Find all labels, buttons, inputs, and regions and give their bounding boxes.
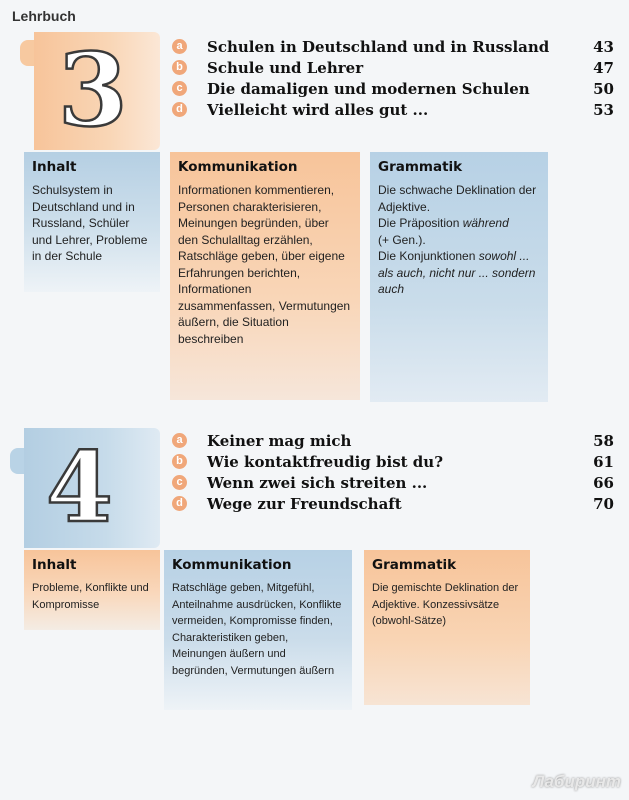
lesson-title: Wege zur Freundschaft [207,494,402,513]
grammatik-line [378,248,540,298]
lesson-item[interactable] [172,78,614,99]
lesson-letter-badge: c [172,475,187,490]
kommunikation-heading: Kommunikation [178,159,298,175]
kommunikation-text: Ratschläge geben, Mitgefühl, Anteilnahme ausdrücken, Konflikte vermeiden, Kompromisse finden, Charakteristiken geben, Meinungen äußern und begründen, Vermutungen äußern [172,582,342,677]
lesson-item[interactable] [172,36,614,57]
grammatik-text: (+ Gen.). [378,232,426,247]
grammatik-line: Die schwache Deklination der Adjektive. [378,183,537,214]
lesson-item[interactable] [172,430,614,451]
lesson-title: Wie kontaktfreudig bist du? [207,452,443,471]
lesson-title: Vielleicht wird alles gut ... [207,100,429,119]
unit-4-inhalt-box [24,550,160,630]
unit-3-number: 3 [58,31,128,149]
lesson-page: 53 [593,100,614,119]
kommunikation-text: Informationen kommentieren, Personen charakterisieren, Meinungen begründen, über den Schulalltag erzählen, Ratschläge geben, über eigene Erfahrungen berichten, Informationen zusammenfassen, Vermutungen äußern, die Situation beschreiben [178,183,351,346]
grammatik-text: Die Präposition [378,216,463,230]
lesson-page: 70 [593,494,614,513]
grammatik-heading: Grammatik [372,557,457,573]
lesson-page: 58 [593,431,614,450]
lesson-item[interactable] [172,493,614,514]
lesson-page: 50 [593,79,614,98]
lesson-letter-badge: a [172,39,187,54]
watermark-logo: Лабиринт [532,772,621,791]
lesson-letter-badge: a [172,433,187,448]
lesson-letter-badge: b [172,60,187,75]
lesson-title: Schule und Lehrer [207,58,364,77]
unit-3-kommunikation-box [170,152,360,400]
unit-3-number-block [20,32,160,150]
lesson-letter-badge: d [172,102,187,117]
lesson-page: 43 [593,37,614,56]
unit-4-lesson-list [172,430,614,514]
lesson-item[interactable] [172,57,614,78]
lesson-letter-badge: b [172,454,187,469]
lesson-item[interactable] [172,451,614,472]
lesson-page: 47 [593,58,614,77]
inhalt-text: Schulsystem in Deutschland und in Russland, Schüler und Lehrer, Probleme in der Schule [32,183,148,263]
grammatik-text: Die Konjunktionen [378,249,479,263]
unit-3-grammatik-box [370,152,548,402]
unit-4-grammatik-box [364,550,530,705]
lesson-title: Die damaligen und modernen Schulen [207,79,530,98]
unit-4-kommunikation-box [164,550,352,710]
grammatik-line [378,215,540,248]
unit-3-inhalt-box [24,152,160,292]
lesson-letter-badge: d [172,496,187,511]
unit-4-number-block [10,428,160,548]
kommunikation-heading: Kommunikation [172,557,292,573]
lesson-letter-badge: c [172,81,187,96]
lesson-page: 66 [593,473,614,492]
lesson-title: Wenn zwei sich streiten ... [207,473,428,492]
inhalt-heading: Inhalt [32,159,77,175]
grammatik-heading: Grammatik [378,159,463,175]
lesson-page: 61 [593,452,614,471]
inhalt-heading: Inhalt [32,557,77,573]
inhalt-text: Probleme, Konflikte und Kompromisse [32,582,149,611]
grammatik-italic: während [462,216,509,230]
grammatik-italic: sowohl ... als auch, nicht nur ... sondern auch [378,249,536,296]
lesson-title: Schulen in Deutschland und in Russland [207,37,550,56]
grammatik-text: Die gemischte Deklination der Adjektive. Konzessivsätze (obwohl-Sätze) [372,582,519,627]
unit-4-number: 4 [46,431,113,544]
lesson-title: Keiner mag mich [207,431,352,450]
section-label: Lehrbuch [12,8,76,24]
lesson-item[interactable] [172,472,614,493]
lesson-item[interactable] [172,99,614,120]
unit-3-lesson-list [172,36,614,120]
